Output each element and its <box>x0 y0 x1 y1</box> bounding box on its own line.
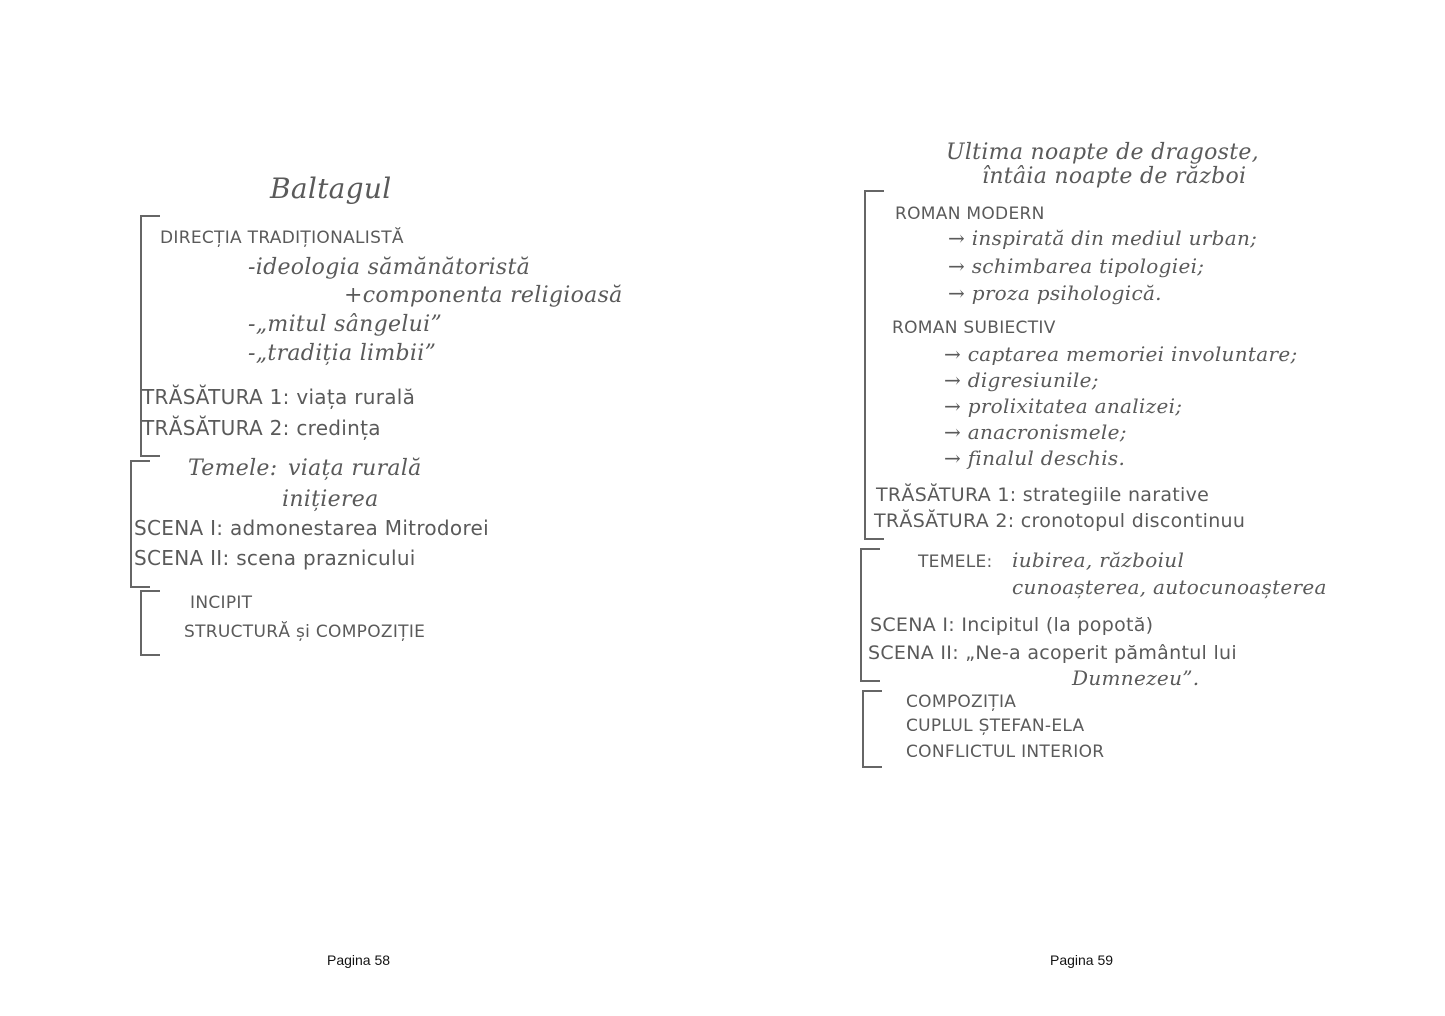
left-incipit: INCIPIT <box>190 593 253 613</box>
direction-heading: DIRECȚIA TRADIȚIONALISTĂ <box>160 228 404 248</box>
right-title-line-1: Ultima noapte de dragoste, <box>946 140 1259 165</box>
subjective-item: → anacronismele; <box>944 420 1127 444</box>
modern-item: → inspirată din mediul urban; <box>948 226 1258 250</box>
right-conflict: CONFLICTUL INTERIOR <box>906 742 1105 762</box>
right-trait-2: TRĂSĂTURA 2: cronotopul discontinuu <box>874 510 1246 532</box>
left-themes-label: Temele: <box>188 456 278 481</box>
right-scene-1: SCENA I: Incipitul (la popotă) <box>870 614 1154 636</box>
right-scene-2-cont: Dumnezeu”. <box>1072 666 1200 690</box>
modern-item: → proza psihologică. <box>948 281 1162 305</box>
direction-item: -„mitul sângelui” <box>248 312 443 337</box>
subjective-item: → prolixitatea analizei; <box>944 394 1183 418</box>
right-scene-2: SCENA II: „Ne-a acoperit pământul lui <box>868 642 1237 664</box>
left-title: Baltagul <box>270 172 392 205</box>
page-number-right: Pagina 59 <box>1050 952 1114 968</box>
left-structure: STRUCTURĂ și COMPOZIȚIE <box>184 622 426 642</box>
subjective-item: → digresiunile; <box>944 368 1099 392</box>
roman-modern-heading: ROMAN MODERN <box>895 204 1045 224</box>
right-theme: iubirea, războiul <box>1012 548 1185 572</box>
right-theme: cunoașterea, autocunoașterea <box>1012 575 1327 599</box>
left-theme: viața rurală <box>288 456 422 481</box>
right-bracket-composition <box>862 690 882 768</box>
right-composition: COMPOZIȚIA <box>906 692 1017 712</box>
left-trait-2: TRĂSĂTURA 2: credința <box>142 416 381 440</box>
direction-item: -„tradiția limbii” <box>248 341 437 366</box>
left-bracket-structure <box>140 590 160 656</box>
direction-item: +componenta religioasă <box>344 283 623 308</box>
left-page <box>0 0 722 1016</box>
right-themes-label: TEMELE: <box>918 552 993 572</box>
roman-subiectiv-heading: ROMAN SUBIECTIV <box>892 318 1056 338</box>
right-page <box>722 0 1445 1016</box>
modern-item: → schimbarea tipologiei; <box>948 254 1205 278</box>
left-scene-2: SCENA II: scena praznicului <box>134 546 416 570</box>
left-theme: inițierea <box>282 487 379 512</box>
subjective-item: → finalul deschis. <box>944 446 1126 470</box>
subjective-item: → captarea memoriei involuntare; <box>944 342 1298 366</box>
left-trait-1: TRĂSĂTURA 1: viața rurală <box>142 385 416 409</box>
direction-item: -ideologia sămănătoristă <box>248 255 531 280</box>
page-number-left: Pagina 58 <box>327 952 391 968</box>
right-couple: CUPLUL ȘTEFAN-ELA <box>906 716 1085 736</box>
right-trait-1: TRĂSĂTURA 1: strategiile narative <box>876 484 1210 506</box>
left-scene-1: SCENA I: admonestarea Mitrodorei <box>134 516 490 540</box>
right-title-line-2: întâia noapte de război <box>982 164 1247 189</box>
